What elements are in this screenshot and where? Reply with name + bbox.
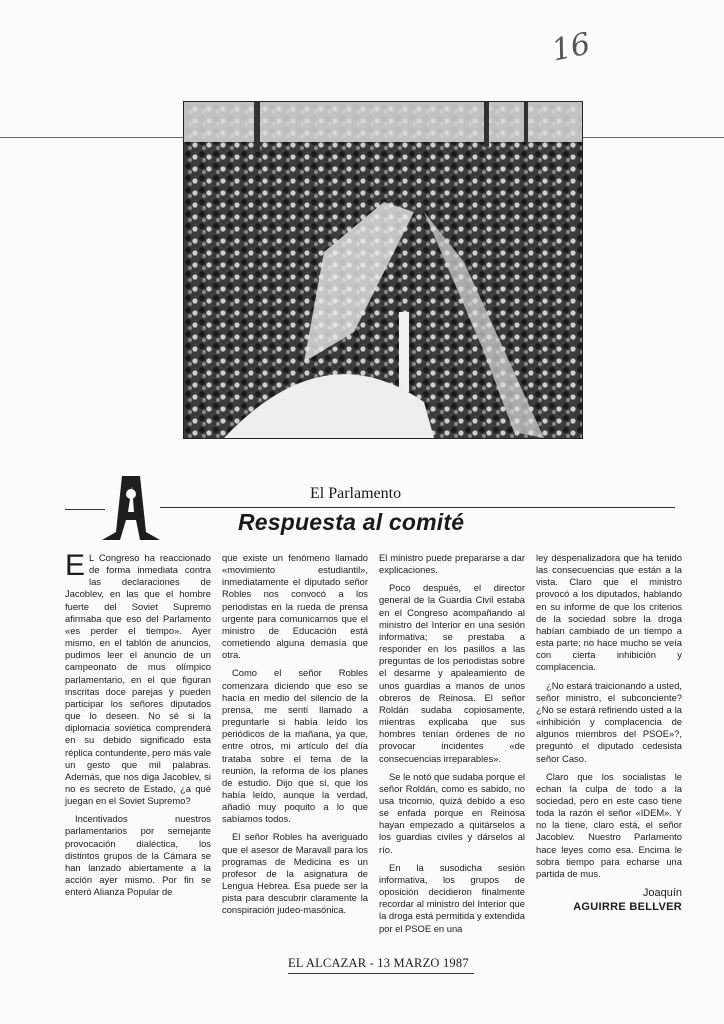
header-rule (160, 507, 675, 508)
paragraph: Poco después, el director general de la Guardia Civil estaba en el Congreso acompañando al ministro del Interior en una sesión informativa; se prestaba a responder en los pasillos a las preguntas de los periodistas sobre el desarme y apaleamiento de unos guardias a manos de unos obreros de Reinosa. El señor Roldán sudaba copiosamente, mientras explicaba que sus hombres tenían órdenes de no provocar incidentes «de consecuencias irreparables». (379, 582, 525, 764)
drop-cap: E (65, 549, 86, 582)
article-column-2 (222, 552, 368, 923)
news-photo (183, 101, 583, 439)
paragraph: ley despenalizadora que ha tenido las consecuencias que están a la vista. Claro que el ministro provocó a los diputados, hablando en su informe de que los criterios de la sociedad sobre la droga habían cambiado de un tiempo a esta parte; no hace mucho se veía con cierta inhibición y complacencia. (536, 552, 682, 673)
author-first-name: Joaquín (642, 887, 682, 900)
paragraph: En la susodicha sesión informativa, los grupos de oposición decidieron finalmente recordar al ministro del Interior que la droga está permitida y extendida por el PSOE en una (379, 861, 525, 934)
footer-rule (288, 973, 474, 974)
section-label: El Parlamento (310, 485, 402, 502)
paragraph: que existe un fenómeno llamado «movimiento estudiantil», inmediatamente el diputado señor Robles nos convocó a los periodistas en la rueda de prensa urgente para comunicarnos que el ministro de Educación está cometiendo alguna demasía que otra. (222, 552, 368, 661)
article-column-1 (65, 549, 211, 904)
paragraph: Como el señor Robles comenzara diciendo que eso se hacía en medio del silencio de la prensa, me sentí llamado a preguntarle si había leído los periódicos de la mañana, ya que, entre otros, mi artículo del día trataba sobre el tema de la reunión, la reforma de los planes de estudio. Dijo que sí, que los había leído, aunque la verdad, añadió muy poquito a lo que sabíamos todos. (222, 667, 368, 825)
article-column-3 (379, 552, 525, 941)
page-number: 16 (548, 26, 594, 69)
header-rule-left (65, 509, 105, 510)
paragraph: ¿No estará traicionando a usted, señor ministro, el subconciente? ¿No se estará refiriendo usted a la «inhibición y complacencia de algunos miembros del PSOE»?, preguntó el diputado cedesista señor Caso. (536, 679, 683, 764)
paragraph: El señor Robles ha averiguado que el asesor de Maravall para los programas de Medicina es un profesor de la asignatura de Lengua Hebrea. Esa puede ser la pista para descubrir claramente la conspiración judeo-masónica. (222, 831, 368, 916)
paragraph: Se le notó que sudaba porque el señor Roldán, como es sabido, no usa tricornio, quizá debido a eso se enfada porque en Reinosa hayan empezado a quitárselos a los guardias civiles y dárselos al río. (379, 770, 525, 855)
paragraph: El ministro puede prepararse a dar explicaciones. (379, 552, 525, 576)
article-column-4 (536, 552, 682, 914)
author-last-name: AGUIRRE BELLVER (573, 901, 682, 914)
paragraph: Claro que los socialistas le echan la culpa de todo a la sociedad, pero en este caso tiene toda la razón el señor «IDEM». Y no la tiene, claro está, el señor Jacoblev. Nuestro Parlamento hace leyes como esa. Encima le sobra tiempo para echarse una partida de mus. (536, 770, 682, 879)
paragraph: Incentivados nuestros parlamentarios por semejante provocación dialéctica, los distintos grupos de la Cámara se han lanzado abiertamente a la acción ayer mismo. Por fin se enteró Alianza Popular de (65, 813, 211, 898)
publication-footer: EL ALCAZAR - 13 MARZO 1987 (288, 956, 469, 970)
section-logo (100, 472, 164, 542)
paragraph: E L Congreso ha reaccionado de forma inmediata contra las declaraciones de Jacoblev, en las que el hombre fuerte del Soviet Supremo afirmaba que eso del Parlamento «es perder el tiempo». Ayer mismo, en el tablón de anuncios, pudimos leer el anuncio de un campeonato de mus olímpico parlamentario, en el que figuran inscritas doce parejas y pueden participar los señores diputados que lo deseen. No sé si la diplomacia soviética comprenderá en su debido significado esta réplica contundente, pero más vale un gesto que mil palabras. Además, que nos diga Jacoblev, si no es secreto de Estado, ¿a qué juegan en el Soviet Supremo? (65, 549, 211, 807)
author-signature (536, 886, 682, 914)
headline: Respuesta al comité (238, 509, 465, 535)
